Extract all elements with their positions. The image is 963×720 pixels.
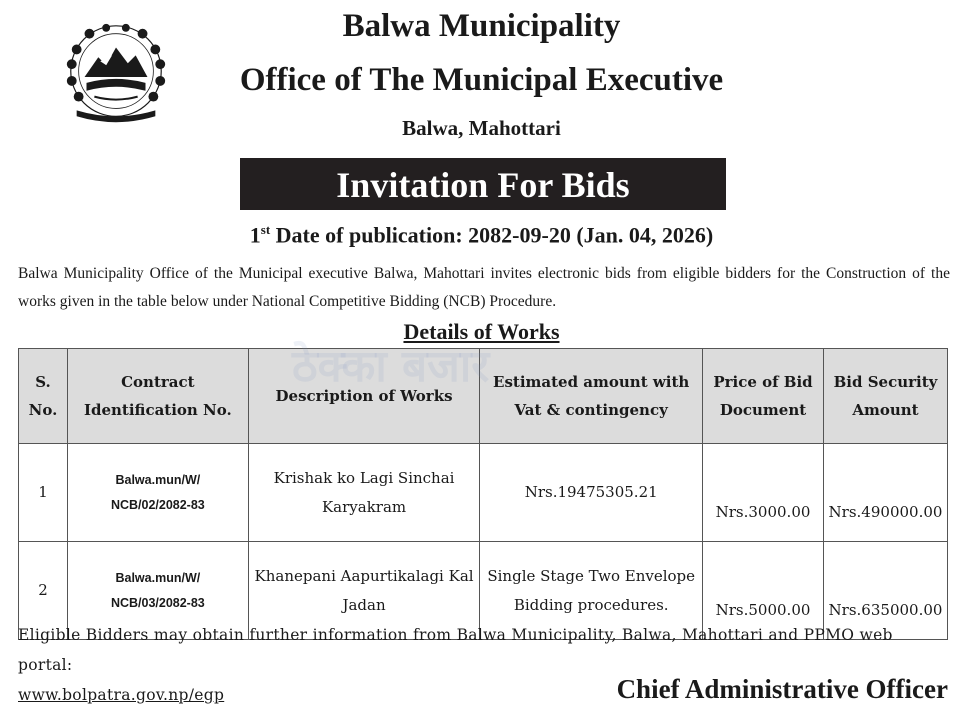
cell-estimated-amount: Nrs.19475305.21 [480, 444, 703, 542]
notice-banner: Invitation For Bids [240, 158, 726, 210]
cell-estimated-amount: Single Stage Two Envelope Bidding procedures. [480, 542, 703, 640]
cell-sn: 1 [19, 444, 68, 542]
cell-price: Nrs.3000.00 [703, 444, 824, 542]
pubdate-ordinal: st [260, 222, 271, 237]
cell-description: Khanepani Aapurtikalagi Kal Jadan [248, 542, 480, 640]
header-description: Description of Works [248, 349, 480, 444]
publication-date [0, 222, 963, 248]
header-bid-security: Bid Security Amount [823, 349, 947, 444]
municipality-title: Balwa Municipality [342, 8, 621, 44]
header-sn: S. No. [19, 349, 68, 444]
signatory-title: Chief Administrative Officer [616, 674, 948, 704]
location-text: Balwa, Mahottari [402, 116, 561, 140]
cell-description: Krishak ko Lagi Sinchai Karyakram [248, 444, 480, 542]
header-price-of-bid: Price of Bid Document [703, 349, 824, 444]
pubdate-number: 1 [249, 222, 261, 248]
cell-sn: 2 [19, 542, 68, 640]
portal-link[interactable]: www.bolpatra.gov.np/egp [18, 686, 225, 704]
table-row [19, 444, 948, 542]
cell-security: Nrs.635000.00 [823, 542, 947, 640]
cell-price: Nrs.5000.00 [703, 542, 824, 640]
cell-security: Nrs.490000.00 [823, 444, 947, 542]
header-contract-id: Contract Identification No. [67, 349, 248, 444]
footer-info: Eligible Bidders may obtain further information from Balwa Municipality, Balwa, Mahottari and PPMO web portal: [18, 626, 893, 674]
header-estimated-amount: Estimated amount with Vat & contingency [480, 349, 703, 444]
watermark-logo: ठेक्का बजार [292, 341, 490, 392]
pubdate-text: Date of publication: 2082-09-20 (Jan. 04, 2026) [270, 222, 714, 248]
office-title: Office of The Municipal Executive [239, 62, 724, 98]
details-heading: Details of Works [403, 319, 560, 344]
cell-contract-id: Balwa.mun/W/ NCB/03/2082-83 [67, 542, 248, 640]
cell-contract-id: Balwa.mun/W/ NCB/02/2082-83 [67, 444, 248, 542]
intro-paragraph: Balwa Municipality Office of the Municipal executive Balwa, Mahottari invites electronic bids from eligible bidders for the Construction of the works given in the table below under National Competitive Bidding (NCB) Procedure. [18, 265, 950, 310]
